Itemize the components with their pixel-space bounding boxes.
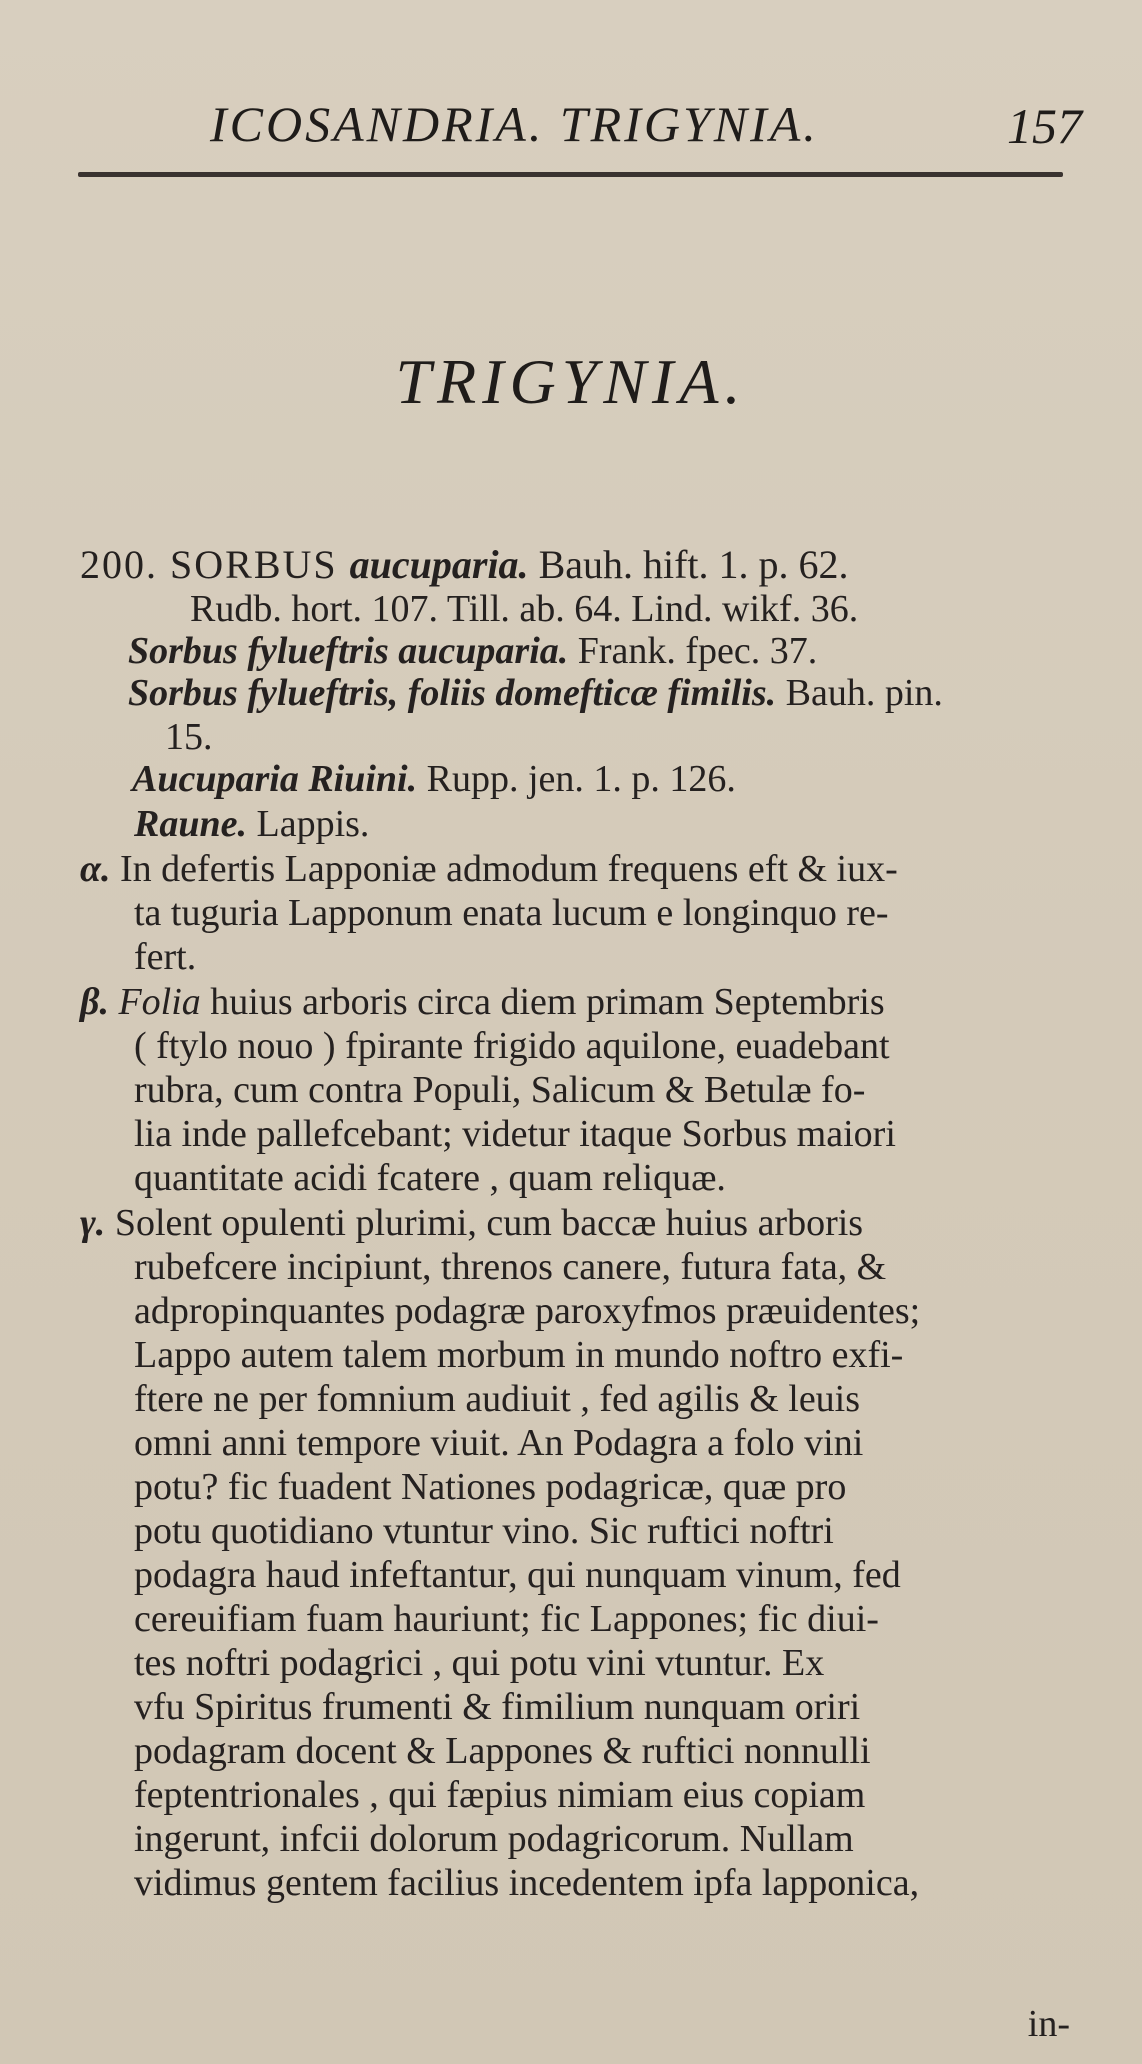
body-text: ingerunt, infcii dolorum podagricorum. Nullam	[134, 1818, 854, 1860]
citation-text: 15.	[165, 716, 213, 758]
text-line	[80, 542, 849, 587]
body-text: quantitate acidi fcatere , quam reliquæ.	[134, 1157, 726, 1199]
text-line	[80, 1204, 863, 1242]
emphasized-word: Folia	[118, 981, 201, 1023]
text-line	[134, 1820, 854, 1858]
citation-text: Frank. fpec. 37.	[568, 630, 818, 672]
text-line	[134, 1864, 919, 1902]
body-text: podagra haud infeftantur, qui nunquam vinum, fed	[134, 1554, 901, 1596]
body-text: potu quotidiano vtuntur vino. Sic ruftici noftri	[134, 1510, 834, 1552]
section-title: TRIGYNIA.	[395, 346, 747, 417]
text-line	[128, 632, 817, 670]
catchword: in-	[1027, 2003, 1070, 2045]
body-text: ( ftylo nouo ) fpirante frigido aquilone, euadebant	[134, 1025, 890, 1067]
header-rule	[78, 172, 1063, 177]
running-head	[210, 95, 1082, 155]
text-line	[134, 1644, 824, 1682]
text-line	[134, 1600, 879, 1638]
text-line	[134, 1424, 863, 1462]
page-number: 157	[1007, 98, 1082, 154]
text-line	[134, 805, 369, 843]
body-text: Lappo autem talem morbum in mundo noftro exfi-	[134, 1334, 904, 1376]
body-text: cereuifiam fuam hauriunt; fic Lappones; fic diui-	[134, 1598, 879, 1640]
running-title: ICOSANDRIA. TRIGYNIA.	[210, 96, 819, 152]
text-line	[80, 850, 898, 888]
body-text: Solent opulenti plurimi, cum baccæ huius arboris	[105, 1202, 864, 1244]
body-text: fert.	[134, 936, 197, 978]
citation-text: Rupp. jen. 1. p. 126.	[417, 758, 736, 800]
text-line	[134, 1776, 865, 1814]
synonym-name: Sorbus fylueftris aucuparia.	[128, 630, 569, 672]
body-text: adpropinquantes podagræ paroxyfmos præuidentes;	[134, 1290, 921, 1332]
text-line	[134, 1115, 896, 1153]
text-line	[80, 983, 885, 1021]
text-line	[134, 1468, 846, 1506]
text-line	[134, 1732, 871, 1770]
citation-text: Bauh. hift. 1. p. 62.	[528, 542, 849, 587]
text-line	[134, 1292, 920, 1330]
citation-text: Lappis.	[246, 803, 370, 845]
synonym-name: Aucuparia Riuini.	[132, 758, 418, 800]
text-line	[132, 760, 736, 798]
text-line	[190, 590, 858, 628]
body-text: feptentrionales , qui fæpius nimiam eius copiam	[134, 1774, 866, 1816]
text-line	[134, 1688, 860, 1726]
citation-text: Bauh. pin.	[776, 672, 943, 714]
body-text: vidimus gentem facilius incedentem ipfa lapponica,	[134, 1862, 920, 1904]
body-text: rubra, cum contra Populi, Salicum & Betulæ fo-	[134, 1069, 866, 1111]
text-line	[134, 1248, 886, 1286]
paragraph-marker: β.	[80, 981, 109, 1023]
text-line	[128, 674, 943, 712]
body-text: rubefcere incipiunt, threnos canere, futura fata, &	[134, 1246, 887, 1288]
vernacular-name: Raune.	[134, 803, 247, 845]
body-text: vfu Spiritus frumenti & fimilium nunquam oriri	[134, 1686, 861, 1728]
text-line	[134, 1027, 890, 1065]
body-text: In defertis Lapponiæ admodum frequens eft & iux-	[110, 848, 898, 890]
body-text: potu? fic fuadent Nationes podagricæ, quæ pro	[134, 1466, 847, 1508]
entry-number-and-genus: 200. SORBUS	[80, 542, 350, 587]
text-line	[134, 1159, 726, 1197]
body-text: lia inde pallefcebant; videtur itaque Sorbus maiori	[134, 1113, 896, 1155]
body-text: tes noftri podagrici , qui potu vini vtuntur. Ex	[134, 1642, 825, 1684]
body-text: ta tuguria Lapponum enata lucum e longinquo re-	[134, 892, 889, 934]
text-line	[165, 718, 213, 756]
synonym-name: Sorbus fylueftris, foliis domefticæ fimilis.	[128, 672, 777, 714]
text-line	[134, 894, 889, 932]
body-text: huius arboris circa diem primam Septembris	[200, 981, 885, 1023]
paragraph-marker: γ.	[80, 1202, 106, 1244]
citation-text: Rudb. hort. 107. Till. ab. 64. Lind. wikf. 36.	[190, 588, 859, 630]
text-line	[134, 1071, 865, 1109]
body-text: omni anni tempore viuit. An Podagra a folo vini	[134, 1422, 864, 1464]
species-name: aucuparia.	[349, 542, 529, 587]
body-text: ftere ne per fomnium audiuit , fed agilis & leuis	[134, 1378, 861, 1420]
text-line	[134, 1380, 860, 1418]
body-text: podagram docent & Lappones & ruftici nonnulli	[134, 1730, 871, 1772]
text-line	[134, 1556, 901, 1594]
text-line	[134, 1336, 903, 1374]
text-line	[134, 1512, 834, 1550]
paragraph-marker: α.	[80, 848, 111, 890]
text-line	[134, 938, 196, 976]
